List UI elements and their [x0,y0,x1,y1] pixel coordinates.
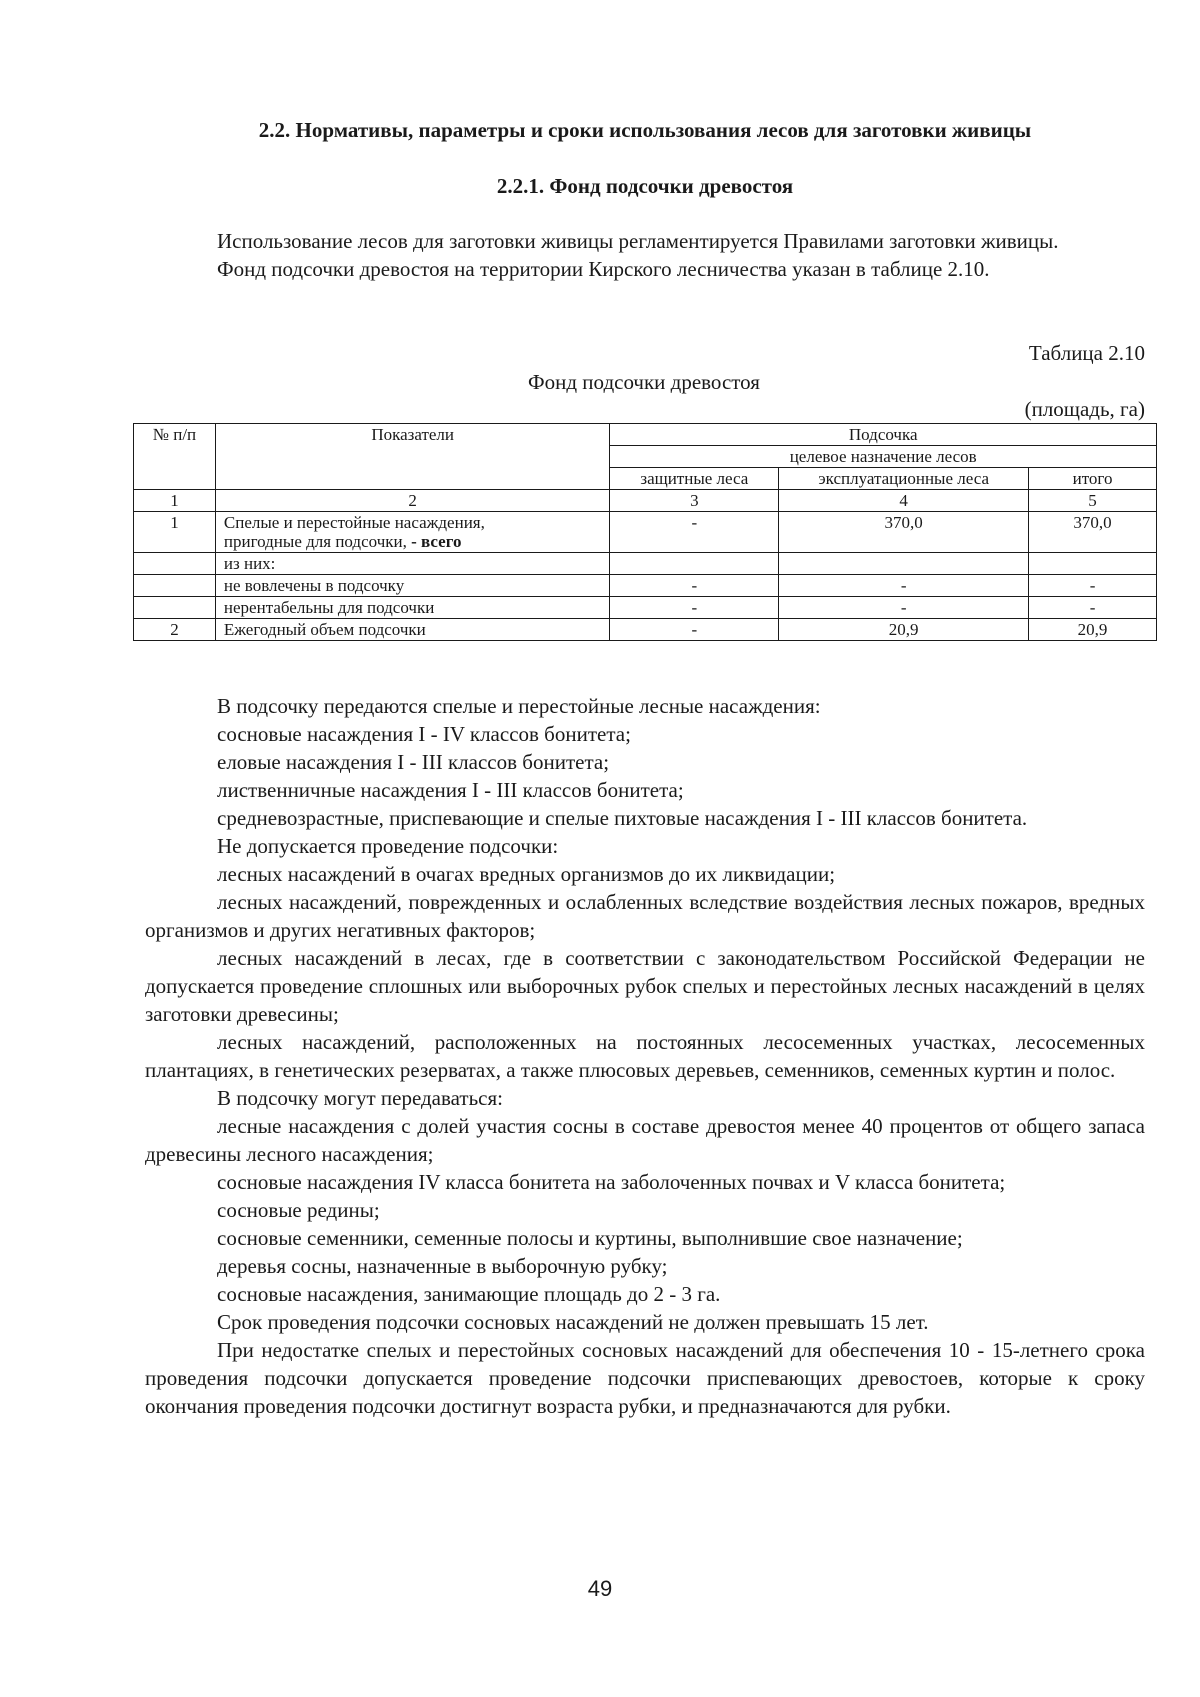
table-cell [134,553,216,575]
paragraph: сосновые семенники, семенные полосы и куртины, выполнившие свое назначение; [217,1226,963,1250]
row-label: пригодные для подсочки, [223,532,412,551]
table-cell: нерентабельны для подсочки [215,597,610,619]
paragraph: лиственничные насаждения I - III классов бонитета; [217,778,684,802]
table-cell: - [779,575,1029,597]
paragraph: еловые насаждения I - III классов бонитета; [217,750,610,774]
paragraph: Срок проведения подсочки сосновых насаждений не должен превышать 15 лет. [217,1310,929,1334]
paragraph: Фонд подсочки древостоя на территории Кирского лесничества указан в таблице 2.10. [217,257,990,281]
table-row [134,575,1157,597]
table-cell [134,575,216,597]
table-cell: - [1029,597,1157,619]
page-number: 49 [587,1576,613,1601]
intro-text [145,227,1145,283]
header-cell: целевое назначение лесов [610,446,1157,468]
paragraph: В подсочку могут передаваться: [217,1086,503,1110]
table-cell: 20,9 [1029,619,1157,641]
table-cell: 2 [134,619,216,641]
table-cell: - [610,575,779,597]
paragraph: сосновые насаждения IV класса бонитета на заболоченных почвах и V класса бонитета; [217,1170,1006,1194]
table-cell: - [1029,575,1157,597]
table-cell: - [610,619,779,641]
paragraph: деревья сосны, назначенные в выборочную рубку; [217,1254,668,1278]
table-row [134,553,1157,575]
row-label: Спелые и перестойные насаждения, [223,513,485,532]
paragraph: лесных насаждений в очагах вредных организмов до их ликвидации; [217,862,836,886]
paragraph: сосновые насаждения I - IV классов бонитета; [217,722,631,746]
subsection-heading: 2.2.1. Фонд подсочки древостоя [496,174,794,198]
paragraph: При недостатке спелых и перестойных сосновых насаждений для обеспечения 10 - 15-летнего срока проведения подсочки допускается проведение подсочки приспевающих древостоев, которые к сроку окончания проведения подсочки достигнут возраста рубки, и предназначаются для рубки. [145,1338,1145,1418]
table-row [134,512,1157,553]
paragraph: В подсочку передаются спелые и перестойные лесные насаждения: [217,694,821,718]
table-cell: - [610,597,779,619]
paragraph: лесных насаждений, поврежденных и ослабленных вследствие воздействия лесных пожаров, вредных организмов и других негативных факторов; [145,890,1145,942]
paragraph: лесных насаждений, расположенных на постоянных лесосеменных участках, лесосеменных плантациях, в генетических резерватах, а также плюсовых деревьев, семенников, семенных куртин и полос. [145,1030,1145,1082]
table-row [134,619,1157,641]
table-cell: не вовлечены в подсочку [215,575,610,597]
paragraph: средневозрастные, приспевающие и спелые пихтовые насаждения I - III классов бонитета. [217,806,1028,830]
table-cell [779,553,1029,575]
body-text [145,692,1145,1420]
paragraph: сосновые насаждения, занимающие площадь до 2 - 3 га. [217,1282,721,1306]
table-cell: - [610,512,779,553]
paragraph: Использование лесов для заготовки живицы регламентируется Правилами заготовки живицы. [217,229,1059,253]
table-number: Таблица 2.10 [1028,341,1145,365]
table-cell: - [779,597,1029,619]
table-title: Фонд подсочки древостоя [528,370,760,394]
table-cell [1029,553,1157,575]
header-cell: эксплуатационные леса [779,468,1029,490]
header-cell: итого [1029,468,1157,490]
table-unit: (площадь, га) [1024,397,1145,421]
paragraph: сосновые редины; [217,1198,380,1222]
paragraph: лесных насаждений в лесах, где в соответствии с законодательством Российской Федерации не допускается проведение сплошных или выборочных рубок спелых и перестойных лесных насаждений в целях заготовки древесины; [145,946,1145,1026]
row-label-bold: - всего [411,532,462,551]
table-cell: 3 [610,490,779,512]
table-cell: Ежегодный объем подсочки [215,619,610,641]
table-cell: 1 [134,490,216,512]
header-cell: Показатели [215,424,610,490]
table-cell [610,553,779,575]
header-cell: защитные леса [610,468,779,490]
table-cell: из них: [215,553,610,575]
table-cell: 2 [215,490,610,512]
table-cell: 20,9 [779,619,1029,641]
paragraph: Не допускается проведение подсочки: [217,834,559,858]
table-cell: 370,0 [1029,512,1157,553]
table-column-numbers-row [134,490,1157,512]
table-cell: 370,0 [779,512,1029,553]
table-cell [134,597,216,619]
header-cell: № п/п [134,424,216,490]
table-cell: 5 [1029,490,1157,512]
table-cell: 1 [134,512,216,553]
section-heading: 2.2. Нормативы, параметры и сроки использования лесов для заготовки живицы [258,118,1032,142]
table-header-row [134,424,1157,446]
header-cell: Подсочка [610,424,1157,446]
table-row [134,597,1157,619]
table-cell [215,512,610,553]
tapping-fund-table [133,423,1157,641]
paragraph: лесные насаждения с долей участия сосны в составе древостоя менее 40 процентов от общего запаса древесины лесного насаждения; [145,1114,1145,1166]
table-cell: 4 [779,490,1029,512]
